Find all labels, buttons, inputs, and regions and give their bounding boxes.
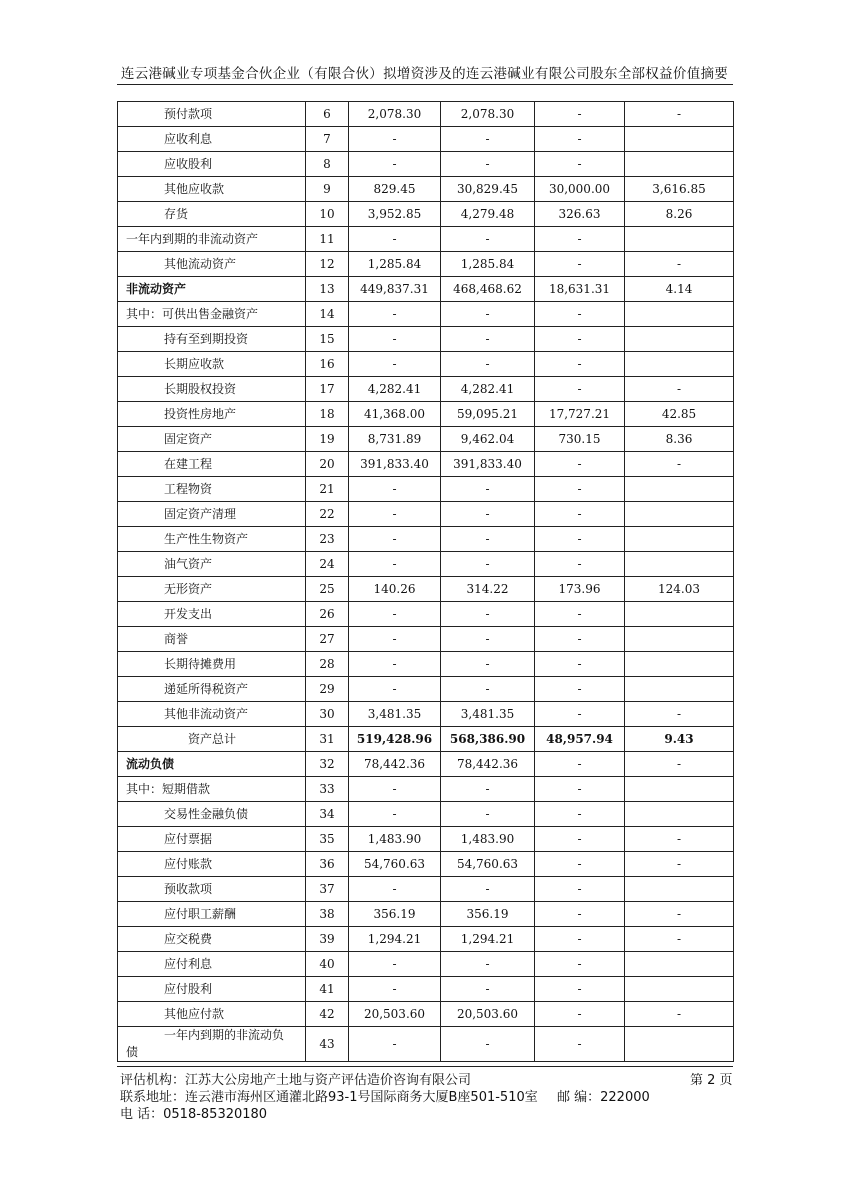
row-value-cell: -	[349, 152, 441, 177]
row-value-cell	[625, 877, 734, 902]
row-value-cell: -	[535, 527, 625, 552]
row-value-cell: -	[535, 977, 625, 1002]
table-row	[118, 327, 734, 352]
row-value-cell: -	[349, 802, 441, 827]
valuation-table-body	[118, 102, 734, 1062]
row-value-cell: 519,428.96	[349, 727, 441, 752]
row-number-cell: 19	[306, 427, 349, 452]
row-value-cell: -	[535, 102, 625, 127]
row-number-cell: 25	[306, 577, 349, 602]
row-item-name: 资产总计	[118, 727, 306, 752]
row-value-cell: -	[441, 477, 535, 502]
row-value-cell: 8,731.89	[349, 427, 441, 452]
row-item-name: 长期待摊费用	[118, 652, 306, 677]
row-number-cell: 26	[306, 602, 349, 627]
row-value-cell: 17,727.21	[535, 402, 625, 427]
row-value-cell: -	[349, 127, 441, 152]
row-number-cell: 38	[306, 902, 349, 927]
row-value-cell: -	[535, 252, 625, 277]
row-value-cell: 391,833.40	[349, 452, 441, 477]
row-item-name: 其他应付款	[118, 1002, 306, 1027]
table-row	[118, 302, 734, 327]
row-value-cell: 140.26	[349, 577, 441, 602]
table-row	[118, 677, 734, 702]
row-value-cell	[625, 977, 734, 1002]
table-row	[118, 352, 734, 377]
row-number-cell: 12	[306, 252, 349, 277]
row-value-cell: -	[535, 552, 625, 577]
row-value-cell: -	[349, 1027, 441, 1062]
row-value-cell: 4,282.41	[441, 377, 535, 402]
row-value-cell	[625, 1027, 734, 1062]
page-number: 第 2 页	[690, 1073, 733, 1088]
table-row	[118, 102, 734, 127]
row-value-cell: 30,000.00	[535, 177, 625, 202]
row-number-cell: 36	[306, 852, 349, 877]
row-value-cell: -	[441, 152, 535, 177]
row-value-cell: -	[441, 977, 535, 1002]
row-number-cell: 32	[306, 752, 349, 777]
row-value-cell: -	[535, 702, 625, 727]
row-item-name: 应收股利	[118, 152, 306, 177]
row-number-cell: 8	[306, 152, 349, 177]
row-value-cell: 9,462.04	[441, 427, 535, 452]
footer-divider	[117, 1066, 733, 1067]
table-row	[118, 877, 734, 902]
footer-agency: 评估机构：江苏大公房地产土地与资产评估造价咨询有限公司	[120, 1073, 472, 1088]
row-value-cell: -	[441, 127, 535, 152]
row-value-cell: -	[535, 927, 625, 952]
row-number-cell: 21	[306, 477, 349, 502]
row-number-cell: 27	[306, 627, 349, 652]
row-value-cell: -	[349, 952, 441, 977]
row-value-cell	[625, 952, 734, 977]
row-item-name: 递延所得税资产	[118, 677, 306, 702]
row-item-name: 其中：可供出售金融资产	[118, 302, 306, 327]
footer-phone: 电 话：0518-85320180	[120, 1107, 268, 1122]
row-value-cell	[625, 527, 734, 552]
row-value-cell: 4,279.48	[441, 202, 535, 227]
row-value-cell: -	[441, 327, 535, 352]
table-row	[118, 827, 734, 852]
row-value-cell: -	[535, 477, 625, 502]
row-value-cell: -	[441, 227, 535, 252]
row-value-cell	[625, 652, 734, 677]
row-value-cell: -	[441, 877, 535, 902]
row-value-cell: -	[535, 1002, 625, 1027]
row-value-cell: 54,760.63	[441, 852, 535, 877]
row-value-cell: -	[535, 802, 625, 827]
row-value-cell: -	[441, 602, 535, 627]
row-item-name: 无形资产	[118, 577, 306, 602]
row-value-cell: -	[349, 877, 441, 902]
row-value-cell: 48,957.94	[535, 727, 625, 752]
row-value-cell	[625, 352, 734, 377]
row-value-cell: -	[349, 627, 441, 652]
row-value-cell: 1,483.90	[441, 827, 535, 852]
row-value-cell: -	[535, 652, 625, 677]
row-value-cell: -	[535, 777, 625, 802]
row-value-cell: -	[349, 527, 441, 552]
row-value-cell: -	[535, 352, 625, 377]
row-item-name: 在建工程	[118, 452, 306, 477]
row-value-cell	[625, 227, 734, 252]
row-value-cell: 42.85	[625, 402, 734, 427]
row-number-cell: 39	[306, 927, 349, 952]
table-row	[118, 902, 734, 927]
row-item-name: 应交税费	[118, 927, 306, 952]
row-number-cell: 10	[306, 202, 349, 227]
row-value-cell: -	[349, 602, 441, 627]
row-item-name: 应付股利	[118, 977, 306, 1002]
row-value-cell: -	[535, 1027, 625, 1062]
row-item-name-line2: 债	[126, 1045, 139, 1059]
row-value-cell: -	[625, 827, 734, 852]
row-number-cell: 28	[306, 652, 349, 677]
row-value-cell: -	[349, 477, 441, 502]
row-value-cell	[625, 502, 734, 527]
row-number-cell: 40	[306, 952, 349, 977]
row-value-cell	[625, 602, 734, 627]
row-item-name: 存货	[118, 202, 306, 227]
row-value-cell: -	[441, 802, 535, 827]
row-item-name: 固定资产	[118, 427, 306, 452]
row-value-cell: 20,503.60	[349, 1002, 441, 1027]
row-value-cell: 326.63	[535, 202, 625, 227]
table-row	[118, 552, 734, 577]
row-number-cell: 6	[306, 102, 349, 127]
row-item-name: 应付职工薪酬	[118, 902, 306, 927]
table-row	[118, 852, 734, 877]
row-number-cell: 24	[306, 552, 349, 577]
row-item-name: 应收利息	[118, 127, 306, 152]
row-item-name: 其他流动资产	[118, 252, 306, 277]
row-number-cell: 42	[306, 1002, 349, 1027]
table-row	[118, 527, 734, 552]
row-value-cell: 4,282.41	[349, 377, 441, 402]
row-value-cell: -	[535, 852, 625, 877]
table-row	[118, 277, 734, 302]
row-value-cell: 3,952.85	[349, 202, 441, 227]
row-item-name: 应付账款	[118, 852, 306, 877]
row-value-cell: -	[535, 902, 625, 927]
row-value-cell: -	[349, 302, 441, 327]
row-value-cell: -	[535, 502, 625, 527]
row-item-name: 流动负债	[118, 752, 306, 777]
row-value-cell: -	[349, 677, 441, 702]
table-row	[118, 127, 734, 152]
row-value-cell: -	[625, 102, 734, 127]
row-number-cell: 30	[306, 702, 349, 727]
row-value-cell: 730.15	[535, 427, 625, 452]
row-item-name: 一年内到期的非流动资产	[118, 227, 306, 252]
row-value-cell: 9.43	[625, 727, 734, 752]
row-value-cell: -	[535, 327, 625, 352]
table-row	[118, 702, 734, 727]
row-value-cell: -	[535, 627, 625, 652]
row-value-cell: -	[535, 677, 625, 702]
row-item-name: 其中：短期借款	[118, 777, 306, 802]
row-value-cell: -	[535, 377, 625, 402]
row-value-cell: 829.45	[349, 177, 441, 202]
row-item-name: 其他非流动资产	[118, 702, 306, 727]
row-number-cell: 34	[306, 802, 349, 827]
row-item-name: 商誉	[118, 627, 306, 652]
valuation-table	[117, 101, 734, 1062]
row-value-cell: -	[349, 977, 441, 1002]
row-value-cell: -	[625, 902, 734, 927]
row-number-cell: 37	[306, 877, 349, 902]
row-number-cell: 20	[306, 452, 349, 477]
row-value-cell: 356.19	[349, 902, 441, 927]
table-row	[118, 577, 734, 602]
row-value-cell: -	[349, 552, 441, 577]
row-item-name: 固定资产清理	[118, 502, 306, 527]
row-value-cell	[625, 802, 734, 827]
table-row	[118, 627, 734, 652]
row-number-cell: 16	[306, 352, 349, 377]
row-value-cell: 8.26	[625, 202, 734, 227]
page-header-title: 连云港碱业专项基金合伙企业（有限合伙）拟增资涉及的连云港碱业有限公司股东全部权益价值摘要	[120, 66, 729, 82]
row-value-cell: 78,442.36	[441, 752, 535, 777]
row-item-name: 其他应收款	[118, 177, 306, 202]
row-value-cell: 54,760.63	[349, 852, 441, 877]
row-value-cell: 468,468.62	[441, 277, 535, 302]
row-item-name: 长期股权投资	[118, 377, 306, 402]
row-value-cell	[625, 152, 734, 177]
row-value-cell: -	[625, 752, 734, 777]
row-number-cell: 31	[306, 727, 349, 752]
row-value-cell: 1,285.84	[441, 252, 535, 277]
table-row	[118, 427, 734, 452]
row-value-cell: -	[349, 227, 441, 252]
row-value-cell: 41,368.00	[349, 402, 441, 427]
table-row	[118, 802, 734, 827]
row-item-name: 预收款项	[118, 877, 306, 902]
row-number-cell: 9	[306, 177, 349, 202]
row-number-cell: 13	[306, 277, 349, 302]
row-value-cell: 18,631.31	[535, 277, 625, 302]
row-value-cell	[625, 552, 734, 577]
row-value-cell: 8.36	[625, 427, 734, 452]
row-value-cell: -	[625, 377, 734, 402]
table-row	[118, 977, 734, 1002]
row-value-cell: 4.14	[625, 277, 734, 302]
row-value-cell: 1,294.21	[349, 927, 441, 952]
table-row	[118, 477, 734, 502]
row-value-cell	[625, 477, 734, 502]
row-value-cell: -	[441, 627, 535, 652]
row-number-cell: 22	[306, 502, 349, 527]
table-row	[118, 377, 734, 402]
row-value-cell: -	[535, 752, 625, 777]
row-value-cell: 391,833.40	[441, 452, 535, 477]
row-number-cell: 35	[306, 827, 349, 852]
row-item-name: 长期应收款	[118, 352, 306, 377]
row-value-cell: 3,616.85	[625, 177, 734, 202]
row-item-name	[118, 1027, 306, 1062]
row-number-cell: 15	[306, 327, 349, 352]
row-value-cell: 3,481.35	[441, 702, 535, 727]
row-value-cell: -	[535, 152, 625, 177]
table-row	[118, 152, 734, 177]
table-row	[118, 1027, 734, 1062]
table-row	[118, 402, 734, 427]
row-number-cell: 43	[306, 1027, 349, 1062]
row-value-cell	[625, 677, 734, 702]
row-number-cell: 29	[306, 677, 349, 702]
table-row	[118, 252, 734, 277]
row-value-cell: -	[625, 702, 734, 727]
row-value-cell: 30,829.45	[441, 177, 535, 202]
row-value-cell: -	[349, 777, 441, 802]
row-value-cell: -	[535, 127, 625, 152]
row-value-cell: 20,503.60	[441, 1002, 535, 1027]
table-row	[118, 177, 734, 202]
table-row	[118, 952, 734, 977]
row-number-cell: 18	[306, 402, 349, 427]
row-value-cell: -	[441, 677, 535, 702]
row-value-cell: 1,483.90	[349, 827, 441, 852]
row-value-cell: -	[625, 927, 734, 952]
row-value-cell: -	[625, 1002, 734, 1027]
row-value-cell: -	[441, 302, 535, 327]
row-number-cell: 41	[306, 977, 349, 1002]
row-value-cell: 449,837.31	[349, 277, 441, 302]
row-value-cell: -	[535, 602, 625, 627]
row-value-cell	[625, 777, 734, 802]
row-number-cell: 17	[306, 377, 349, 402]
table-row	[118, 752, 734, 777]
row-value-cell: 314.22	[441, 577, 535, 602]
row-item-name: 非流动资产	[118, 277, 306, 302]
row-value-cell: -	[625, 852, 734, 877]
footer-address: 联系地址：连云港市海州区通灌北路93-1号国际商务大厦B座501-510室	[120, 1090, 538, 1105]
row-value-cell: 124.03	[625, 577, 734, 602]
row-value-cell: -	[441, 527, 535, 552]
row-value-cell: -	[441, 352, 535, 377]
row-value-cell: -	[535, 877, 625, 902]
table-row	[118, 202, 734, 227]
row-value-cell: -	[441, 1027, 535, 1062]
row-value-cell: 59,095.21	[441, 402, 535, 427]
row-value-cell	[625, 127, 734, 152]
row-value-cell: -	[441, 777, 535, 802]
row-value-cell: -	[625, 252, 734, 277]
row-item-name: 持有至到期投资	[118, 327, 306, 352]
row-value-cell: -	[441, 952, 535, 977]
row-number-cell: 33	[306, 777, 349, 802]
row-number-cell: 14	[306, 302, 349, 327]
table-row	[118, 227, 734, 252]
table-row	[118, 602, 734, 627]
row-value-cell: -	[625, 452, 734, 477]
row-value-cell: -	[535, 452, 625, 477]
row-value-cell	[625, 327, 734, 352]
row-value-cell: 3,481.35	[349, 702, 441, 727]
row-value-cell: 1,285.84	[349, 252, 441, 277]
row-number-cell: 23	[306, 527, 349, 552]
row-item-name: 应付利息	[118, 952, 306, 977]
row-item-name: 预付款项	[118, 102, 306, 127]
row-value-cell: 173.96	[535, 577, 625, 602]
row-item-name: 开发支出	[118, 602, 306, 627]
table-row	[118, 777, 734, 802]
row-value-cell: 1,294.21	[441, 927, 535, 952]
row-value-cell	[625, 302, 734, 327]
row-value-cell: -	[349, 652, 441, 677]
row-value-cell: -	[535, 952, 625, 977]
header-divider	[117, 84, 733, 85]
row-item-name: 投资性房地产	[118, 402, 306, 427]
table-row	[118, 927, 734, 952]
table-row	[118, 727, 734, 752]
row-value-cell: -	[535, 227, 625, 252]
table-row	[118, 652, 734, 677]
row-value-cell: 568,386.90	[441, 727, 535, 752]
row-value-cell: -	[349, 352, 441, 377]
row-value-cell: 2,078.30	[349, 102, 441, 127]
row-number-cell: 7	[306, 127, 349, 152]
row-value-cell: -	[441, 502, 535, 527]
row-item-name-line1: 一年内到期的非流动负	[164, 1028, 285, 1042]
row-item-name: 交易性金融负债	[118, 802, 306, 827]
table-row	[118, 1002, 734, 1027]
row-value-cell: -	[441, 652, 535, 677]
row-value-cell: -	[535, 302, 625, 327]
row-item-name: 应付票据	[118, 827, 306, 852]
table-row	[118, 452, 734, 477]
row-item-name: 生产性生物资产	[118, 527, 306, 552]
row-value-cell: -	[349, 327, 441, 352]
row-value-cell	[625, 627, 734, 652]
table-row	[118, 502, 734, 527]
row-value-cell: 78,442.36	[349, 752, 441, 777]
row-value-cell: 356.19	[441, 902, 535, 927]
row-item-name: 油气资产	[118, 552, 306, 577]
footer-postal-code: 邮 编：222000	[557, 1090, 650, 1105]
row-value-cell: -	[349, 502, 441, 527]
row-item-name: 工程物资	[118, 477, 306, 502]
row-number-cell: 11	[306, 227, 349, 252]
row-value-cell: 2,078.30	[441, 102, 535, 127]
row-value-cell: -	[441, 552, 535, 577]
row-value-cell: -	[535, 827, 625, 852]
